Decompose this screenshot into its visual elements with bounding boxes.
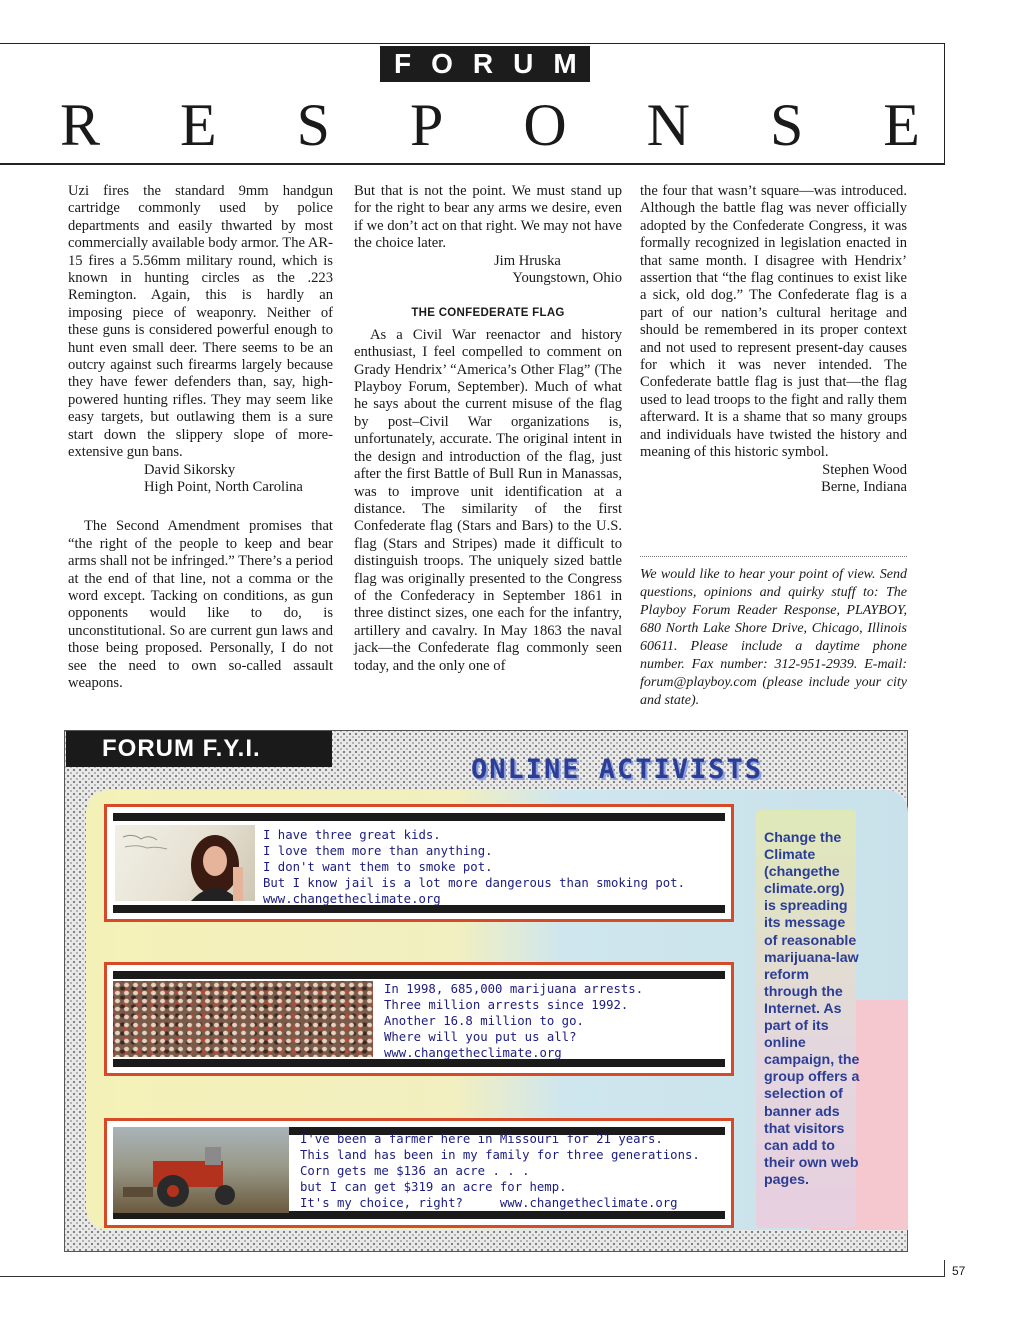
note-divider: [640, 556, 907, 557]
footer-side-rule: [944, 1260, 945, 1277]
reader-response-note: We would like to hear your point of view. Send questions, opinions and quirky stuff to: The Playboy Forum Reader Response, PLAYBOY, 680 North Lake Shore Drive, Chicago, Illinois 60611. Please include a daytime phone number. Fax number: 312-951-2939. E-mail: forum@playboy.com (please include your city and state).: [640, 567, 907, 708]
signature-name: David Sikorsky: [144, 461, 236, 478]
column-2: [354, 183, 622, 675]
crowd-photo: [113, 981, 373, 1057]
woman-photo-icon: [115, 825, 255, 901]
signature-name: Jim Hruska: [494, 252, 561, 269]
section-subhead: THE CONFEDERATE FLAG: [411, 307, 565, 320]
letter-paragraph: But that is not the point. We must stand up for the right to bear any arms we desire, even if we don’t act on that right. We may not have the choice later.: [354, 183, 622, 252]
forum-kicker: FORUM: [380, 46, 590, 82]
headline-letter: P: [409, 92, 444, 158]
footer-rule: [0, 1276, 945, 1277]
letter-paragraph: As a Civil War reenactor and history enthusiast, I feel compelled to comment on Grady Hendrix’ “America’s Other Flag” (The Playboy Forum, September). Much of what he says about the current misuse of the flag by post–Civil War organizations is, unfortunately, accurate. The original intent in the design and introduction of the flag, just after the first Battle of Bull Run in Manassas, was to improve unit identification at a distance. The similarity of the first Confederate flag (Stars and Bars) to the U.S. flag (Stars and Stripes) made it difficult to distinguish troops. The uniquely sized battle flag was originally presented to the Congress of the Confederacy in September 1861 in three distinct sizes, one each for the infantry, artillery and cavalry. In May 1863 the naval jack—the Confederate flag commonly seen today, and the only one of: [354, 326, 622, 674]
page-number: 57: [952, 1264, 966, 1278]
tractor-icon: [113, 1127, 289, 1213]
headline-letter: S: [769, 92, 804, 158]
signature-name: Stephen Wood: [822, 461, 907, 478]
banner-ad-kids: [104, 804, 734, 922]
headline-letter: E: [883, 92, 920, 158]
fyi-label: FORUM F.Y.I.: [66, 731, 332, 767]
banner-ad-farmer: [104, 1118, 734, 1228]
banner-bar: [113, 813, 725, 821]
letter-paragraph: The Second Amendment promises that “the right of the people to keep and bear arms shall not be infringed.” There’s a period at the end of that line, not a comma or the word except. Tacking on conditions, as gun opponents would like to do, is unconstitutional. So are current gun laws and those being proposed. Personally, I do not see the need to own so-called assault weapons.: [68, 518, 333, 691]
headline-letter: N: [646, 92, 690, 158]
headline-letter: S: [296, 92, 330, 158]
woman-photo: [115, 825, 255, 901]
banner-copy: In 1998, 685,000 marijuana arrests. Three million arrests since 1992. Another 16.8 million to go. Where will you put us all? www.changetheclimate.org: [384, 982, 644, 1060]
signature-place: Berne, Indiana: [821, 478, 907, 495]
letter-paragraph: Uzi fires the standard 9mm handgun cartridge commonly used by police departments and easily thwarted by most commercially available body armor. The AR-15 fires a 5.56mm military round, which is known in hunting circles as the .223 Remington. Again, this is hardly an imposing piece of weaponry. Neither of these guns is considered powerful enough to hunt even small deer. There seems to be an outcry against such firearms largely because they have fewer defenders than, say, high-powered hunting rifles. They may seem like easy targets, but outlawing them is a sure start down the slippery slope of more-extensive gun bans.: [68, 183, 333, 461]
headline-letter: R: [60, 92, 101, 158]
banner-ad-arrests: [104, 962, 734, 1076]
signature-place: Youngstown, Ohio: [512, 270, 622, 287]
column-3: [640, 183, 907, 496]
header-side-rule: [944, 43, 945, 165]
fyi-title: ONLINE ACTIVISTS: [470, 754, 764, 785]
headline-rule: [0, 163, 945, 165]
response-headline: [60, 90, 920, 160]
column-1: [68, 183, 333, 692]
headline-letter: O: [523, 92, 567, 158]
signature-place: High Point, North Carolina: [144, 478, 303, 495]
banner-copy: I have three great kids. I love them more than anything. I don't want them to smoke pot. But I know jail is a lot more dangerous than smoking pot. www.changetheclimate.org: [263, 828, 685, 906]
letter-paragraph: the four that wasn’t square—was introduced. Although the battle flag was never officially adopted by the Confederate Congress, it was formally recognized in legislation enacted in that same month. I disagree with Hendrix’ assertion that “the flag continues to exist like a sick, old dog.” The Confederate flag is a part of our nation’s cultural heritage and should be remembered in its proper context and not used to represent present-day causes for which it was never intended. The Confederate battle flag is just that—the flag used to lead troops to the fight and rally them afterward. It is a shame that so many groups and individuals have twisted the history and meaning of this historic symbol.: [640, 183, 907, 461]
banner-bar: [113, 971, 725, 979]
banner-copy: I've been a farmer here in Missouri for 21 years. This land has been in my family for three generations. Corn gets me $136 an acre . . . but I can get $319 an acre for hemp. It's my choice, right? www.changetheclimate.org: [300, 1132, 700, 1210]
tractor-photo: [113, 1127, 289, 1213]
caption-text: Change the Climate (changethe climate.org) is spreading its message of reasonable marijuana-law reform through the Internet. As part of its online campaign, the group offers a selection of banner ads that visitors can add to their own web pages.: [764, 830, 860, 1188]
headline-letter: E: [180, 92, 217, 158]
header-top-rule: [0, 43, 945, 44]
